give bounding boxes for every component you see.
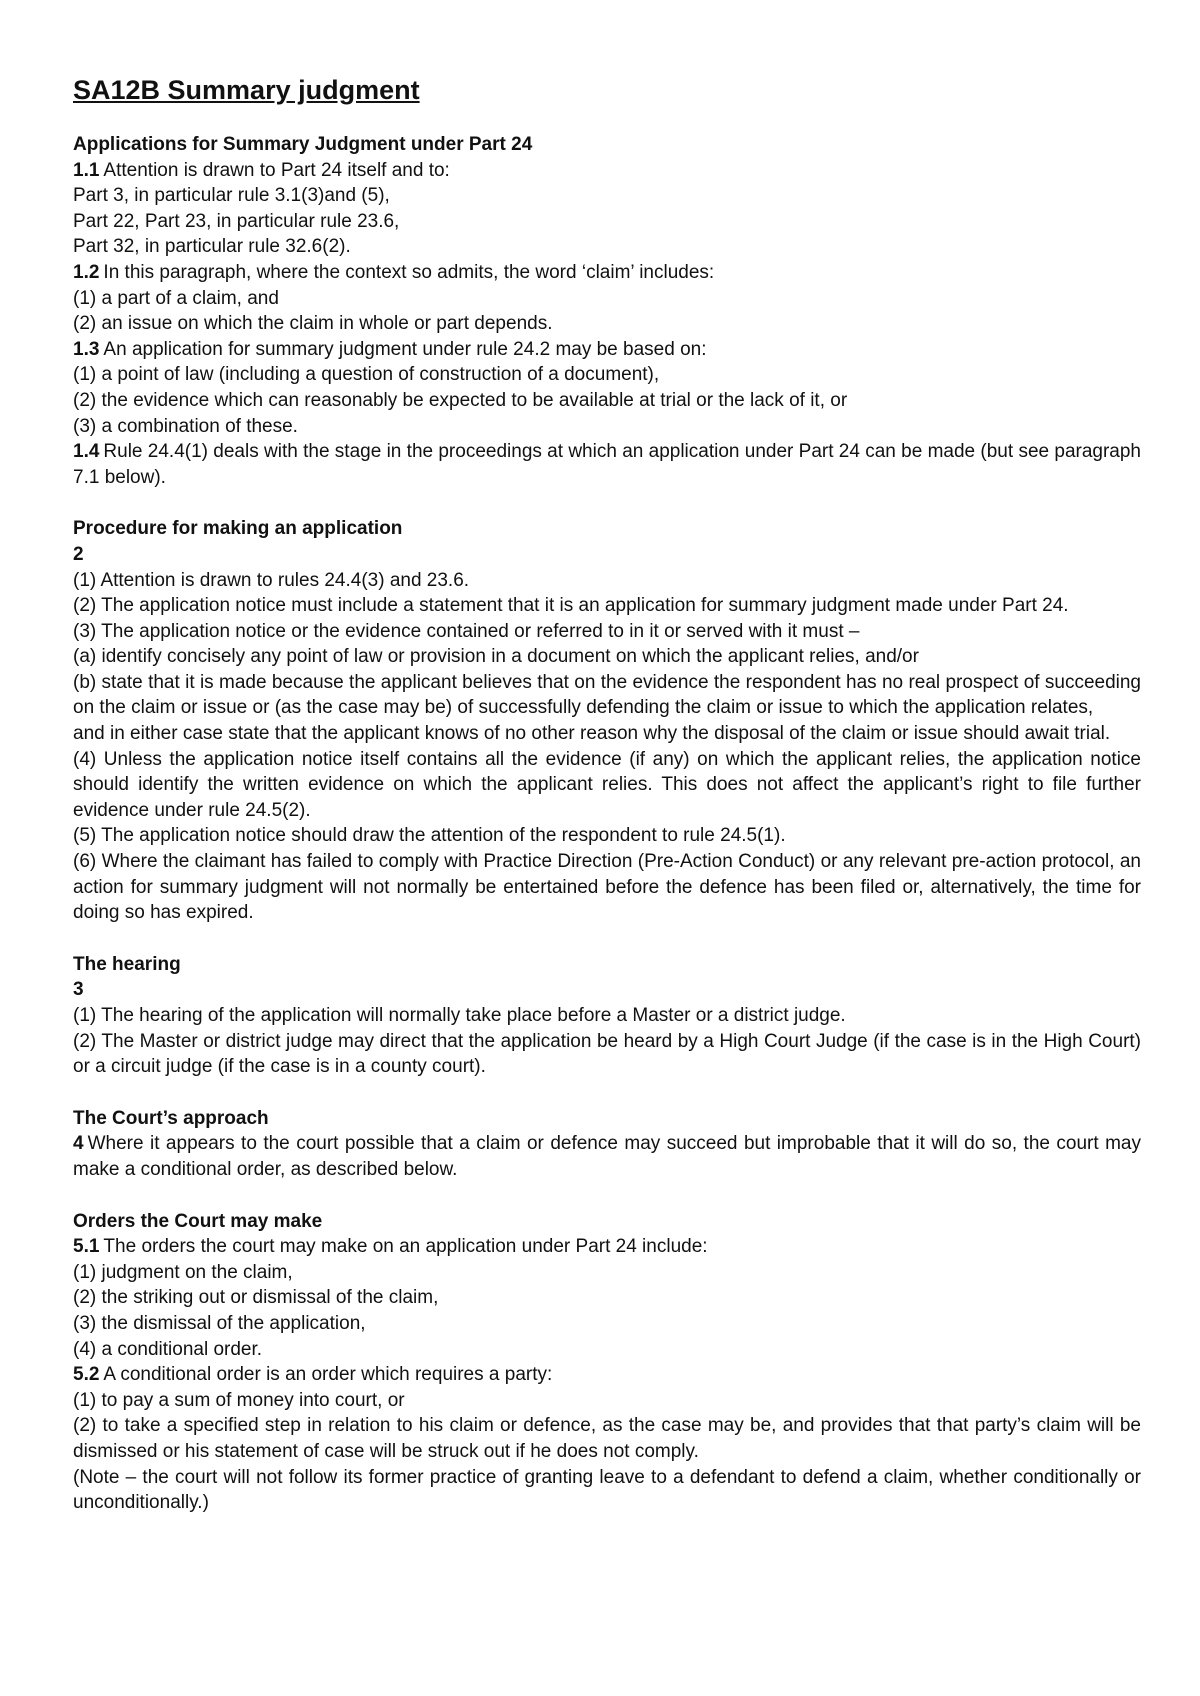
paragraph-line <box>73 849 1141 926</box>
document-title: SA12B Summary judgment <box>73 75 420 105</box>
paragraph-text: (3) the dismissal of the application, <box>73 1312 366 1334</box>
paragraph-line <box>73 183 1141 209</box>
paragraph-text: Rule 24.4(1) deals with the stage in the proceedings at which an application under Part 24 can be made (but see paragraph 7.1 below). <box>73 441 1141 488</box>
paragraph-number: 4 <box>73 1133 84 1155</box>
paragraph-line <box>73 747 1141 824</box>
paragraph-text: (a) identify concisely any point of law or provision in a document on which the applicant relies, and/or <box>73 646 919 668</box>
paragraph-text: (2) The Master or district judge may direct that the application be heard by a High Court Judge (if the case is in the High Court) or a circuit judge (if the case is in a county court). <box>73 1030 1141 1078</box>
paragraph-line <box>73 721 1141 747</box>
paragraph-text: An application for summary judgment under rule 24.2 may be based on: <box>103 338 707 360</box>
paragraph-line <box>73 823 1141 849</box>
paragraph-text: (4) a conditional order. <box>73 1338 263 1360</box>
paragraph-text: Part 32, in particular rule 32.6(2). <box>73 236 351 258</box>
paragraph-number: 1.1 <box>73 159 100 181</box>
paragraph-line <box>73 1131 1141 1182</box>
paragraph-text: (1) a part of a claim, and <box>73 287 279 309</box>
paragraph-number: 1.2 <box>73 261 100 283</box>
paragraph-text: The orders the court may make on an application under Part 24 include: <box>103 1236 708 1258</box>
paragraph-line <box>73 337 1141 363</box>
paragraph-line <box>73 1029 1141 1080</box>
paragraph-text: In this paragraph, where the context so admits, the word ‘claim’ includes: <box>103 261 715 283</box>
paragraph-text: Where it appears to the court possible that a claim or defence may succeed but improbable that it will do so, the court may make a conditional order, as described below. <box>73 1133 1141 1180</box>
paragraph-line <box>73 388 1141 414</box>
paragraph-line <box>73 1337 1141 1363</box>
section <box>73 516 1141 926</box>
paragraph-text: (6) Where the claimant has failed to comply with Practice Direction (Pre-Action Conduct) or any relevant pre-action protocol, an action for summary judgment will not normally be entertained before the defence has been filed or, alternatively, the time for doing so has expired. <box>73 851 1141 924</box>
paragraph-text: (b) state that it is made because the applicant believes that on the evidence the respondent has no real prospect of succeeding on the claim or issue or (as the case may be) of successfully defending the claim or issue to which the application relates, <box>73 671 1141 719</box>
paragraph-line <box>73 1388 1141 1414</box>
document-page <box>73 70 1141 1542</box>
paragraph-line <box>73 1234 1141 1260</box>
paragraph-text: and in either case state that the applicant knows of no other reason why the disposal of the claim or issue should await trial. <box>73 723 1111 745</box>
paragraph-line <box>73 439 1141 490</box>
paragraph-text: (3) The application notice or the evidence contained or referred to in it or served with it must – <box>73 620 860 642</box>
paragraph-line <box>73 260 1141 286</box>
paragraph-line <box>73 1260 1141 1286</box>
section-heading: The hearing <box>73 953 181 975</box>
document-body <box>73 132 1141 1516</box>
paragraph-line <box>73 1362 1141 1388</box>
paragraph-text: A conditional order is an order which requires a party: <box>103 1364 553 1386</box>
section-heading: Orders the Court may make <box>73 1210 323 1232</box>
paragraph-number: 2 <box>73 543 84 565</box>
paragraph-line <box>73 1465 1141 1516</box>
paragraph-line <box>73 568 1141 594</box>
paragraph-line <box>73 158 1141 184</box>
paragraph-line <box>73 234 1141 260</box>
paragraph-text: (2) to take a specified step in relation to his claim or defence, as the case may be, and provides that that party’s claim will be dismissed or his statement of case will be struck out if he does not comply. <box>73 1415 1141 1462</box>
paragraph-text: (3) a combination of these. <box>73 415 298 437</box>
paragraph-number: 1.3 <box>73 338 100 360</box>
paragraph-text: (1) Attention is drawn to rules 24.4(3) and 23.6. <box>73 569 470 591</box>
paragraph-line <box>73 1285 1141 1311</box>
section <box>73 1209 1141 1516</box>
section <box>73 952 1141 1080</box>
paragraph-text: (2) the striking out or dismissal of the claim, <box>73 1287 439 1309</box>
section-heading: The Court’s approach <box>73 1107 269 1129</box>
section <box>73 132 1141 490</box>
paragraph-text: (1) The hearing of the application will normally take place before a Master or a district judge. <box>73 1005 846 1026</box>
paragraph-text: (2) the evidence which can reasonably be expected to be available at trial or the lack of it, or <box>73 389 848 411</box>
paragraph-number: 5.1 <box>73 1236 100 1258</box>
paragraph-line <box>73 286 1141 312</box>
paragraph-text: (4) Unless the application notice itself contains all the evidence (if any) on which the applicant relies, the application notice should identify the written evidence on which the applicant relies. This does not affect the applicant’s right to file further evidence under rule 24.5(2). <box>73 748 1141 821</box>
paragraph-line <box>73 311 1141 337</box>
paragraph-line <box>73 644 1141 670</box>
paragraph-number: 5.2 <box>73 1364 100 1386</box>
paragraph-line <box>73 1003 1141 1029</box>
paragraph-text: (5) The application notice should draw the attention of the respondent to rule 24.5(1). <box>73 825 786 847</box>
paragraph-text: (2) The application notice must include a statement that it is an application for summary judgment made under Part 24. <box>73 595 1069 617</box>
paragraph-text: Part 3, in particular rule 3.1(3)and (5), <box>73 185 390 207</box>
paragraph-line <box>73 593 1141 619</box>
paragraph-line <box>73 1413 1141 1464</box>
paragraph-line <box>73 362 1141 388</box>
section-heading: Applications for Summary Judgment under Part 24 <box>73 134 533 155</box>
paragraph-text: (2) an issue on which the claim in whole or part depends. <box>73 313 553 335</box>
paragraph-line <box>73 209 1141 235</box>
paragraph-text: (Note – the court will not follow its former practice of granting leave to a defendant to defend a claim, whether conditionally or unconditionally.) <box>73 1466 1141 1514</box>
paragraph-number: 3 <box>73 979 84 1001</box>
section-heading: Procedure for making an application <box>73 518 403 540</box>
paragraph-text: (1) judgment on the claim, <box>73 1261 293 1283</box>
paragraph-text: Attention is drawn to Part 24 itself and to: <box>103 159 450 181</box>
section <box>73 1106 1141 1183</box>
paragraph-line <box>73 670 1141 721</box>
paragraph-line <box>73 414 1141 440</box>
paragraph-text: (1) a point of law (including a question of construction of a document), <box>73 364 660 386</box>
paragraph-text: Part 22, Part 23, in particular rule 23.6, <box>73 210 400 232</box>
paragraph-text: (1) to pay a sum of money into court, or <box>73 1389 405 1411</box>
paragraph-line <box>73 1311 1141 1337</box>
paragraph-number: 1.4 <box>73 441 100 463</box>
paragraph-line <box>73 619 1141 645</box>
